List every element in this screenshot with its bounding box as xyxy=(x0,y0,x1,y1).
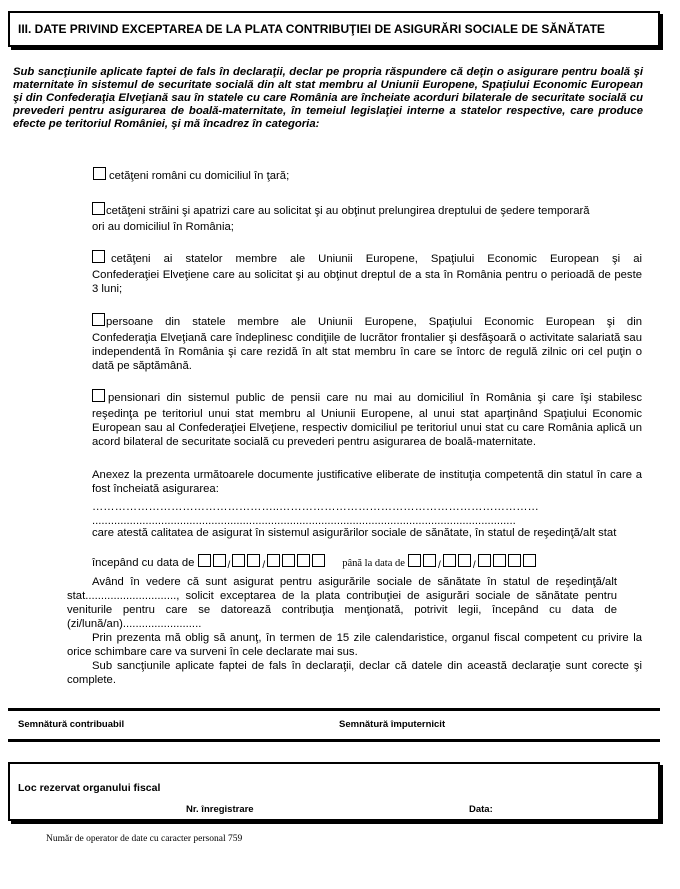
date-from-field[interactable] xyxy=(198,557,331,569)
category-1-text: cetăţeni români cu domiciliul în ţară; xyxy=(109,170,290,182)
date-to-field[interactable] xyxy=(408,557,538,569)
date-from-day-1[interactable] xyxy=(198,554,211,567)
section-title: III. DATE PRIVIND EXCEPTAREA DE LA PLATA CONTRIBUŢIEI DE ASIGURĂRI SOCIALE DE SĂNĂTATE xyxy=(18,22,605,36)
annex-certifies: care atestă calitatea de asigurat în sistemul asigurărilor sociale de sănătate, în statul de reşedinţă/alt stat xyxy=(92,527,617,539)
category-5 xyxy=(92,389,642,405)
date-from-month-1[interactable] xyxy=(232,554,245,567)
date-from-label: începând cu data de xyxy=(92,557,195,569)
date-from-year-4[interactable] xyxy=(312,554,325,567)
date-separator: / xyxy=(262,560,266,571)
category-4 xyxy=(92,313,642,329)
date-to-year-3[interactable] xyxy=(508,554,521,567)
signature-row xyxy=(8,708,660,742)
operator-number: Număr de operator de date cu caracter personal 759 xyxy=(46,834,243,844)
annex-text: Anexez la prezenta următoarele documente justificative eliberate de instituţia competentă din statul în care a fost încheiată asigurarea: xyxy=(92,469,642,495)
category-4-rest: Confederaţia Elveţiană care îndeplinesc condiţiile de lucrător frontalier şi desfăşoară o activitate salariată sau independentă în România şi care rezidă în alt stat membru în care se întorc de regulă zilnic ori cel puţin o dată pe săptămână. xyxy=(92,332,642,372)
date-separator: / xyxy=(438,560,441,571)
category-3-rest: Confederaţiei Elveţiene care au solicitat şi au obţinut dreptul de a sta în România pentru o perioadă de peste 3 luni; xyxy=(92,269,642,295)
date-to-year-4[interactable] xyxy=(523,554,536,567)
signature-imputernicit[interactable]: Semnătură împuternicit xyxy=(339,719,446,730)
date-from-year-3[interactable] xyxy=(297,554,310,567)
obligation-paragraph: Prin prezenta mă oblig să anunţ, în termen de 15 zile calendaristice, organul fiscal competent cu privire la orice schimbare care va surveni în cele declarate mai sus. xyxy=(67,632,642,658)
date-to-year-2[interactable] xyxy=(493,554,506,567)
annex-dots-line-1[interactable]: …………………………………………..…………………………………………………………… xyxy=(92,501,539,513)
date-from-day-2[interactable] xyxy=(213,554,226,567)
date-separator: / xyxy=(472,560,476,571)
declaration-intro: Sub sancţiunile aplicate faptei de fals în declaraţii, declar pe propria răspundere că deţin o asigurare pentru boală şi maternitate în sistemul de securitate socială din alt stat membru al Uniunii Europene, Spaţiului Economic European şi din Confederaţia Elveţiană sau în statele cu care România are încheiate acorduri bilaterale de securitate socială cu prevederi pentru asigurarea de boală-maternitate, în temeiul legislaţiei interne a statelor respective, care produce efecte pe teritoriul României, şi mă încadrez în categoria: xyxy=(13,66,643,130)
checkbox-category-4[interactable] xyxy=(92,313,105,326)
category-4-line1: persoane din statele membre ale Uniunii Europene, Spaţiului Economic European şi din xyxy=(106,316,642,328)
category-2-line1: cetăţeni străini şi apatrizi care au solicitat şi au obţinut prelungirea dreptului de şedere temporară xyxy=(106,205,590,217)
checkbox-category-3[interactable] xyxy=(92,250,105,263)
fiscal-date-label: Data: xyxy=(469,804,493,815)
signature-contribuabil[interactable]: Semnătură contribuabil xyxy=(18,719,125,730)
category-3-line1: cetăţeni ai statelor membre ale Uniunii Europene, Spaţiului Economic European şi ai xyxy=(111,253,642,265)
checkbox-category-2[interactable] xyxy=(92,202,105,215)
fiscal-reserved-box xyxy=(8,762,660,821)
date-to-month-1[interactable] xyxy=(443,554,456,567)
checkbox-category-5[interactable] xyxy=(92,389,105,402)
fiscal-title: Loc rezervat organului fiscal xyxy=(18,782,161,794)
date-to-day-1[interactable] xyxy=(408,554,421,567)
section-header-box xyxy=(8,11,660,47)
date-to-month-2[interactable] xyxy=(458,554,471,567)
checkbox-category-1[interactable] xyxy=(93,167,106,180)
category-5-rest: reşedinţa pe teritoriul unui stat membru al Uniunii Europene, al unui stat aparţinând Spaţiului Economic European sau al Confederaţiei Elveţiene, respectiv domiciliul pe teritoriul unui stat cu care România aplică un acord bilateral de securitate socială cu prevederi pentru asigurarea de boală-maternitate. xyxy=(92,408,642,448)
annex-dots-line-2[interactable]: ....................................................................................................................................... xyxy=(92,515,516,527)
exemption-request-text: Având în vedere că sunt asigurat pentru asigurările sociale de sănătate în statul de reşedinţă/alt stat............................., solicit exceptarea de la plata contribuţiei de asigurări sociale de sănătate pentru veniturile pentru care se datorează contribuţia menţionată, potrivit legii, începând cu data de (zi/lună/an)......................... xyxy=(67,576,617,630)
date-separator: / xyxy=(227,560,231,571)
category-2 xyxy=(92,202,642,218)
date-to-label: până la data de xyxy=(342,558,405,569)
category-1 xyxy=(93,167,643,183)
final-declaration: Sub sancţiunile aplicate faptei de fals în declaraţii, declar că datele din această declaraţie sunt corecte şi complete. xyxy=(67,660,642,686)
category-5-line1: pensionari din sistemul public de pensii care nu mai au domiciliul în România şi care îşi stabilesc xyxy=(108,392,642,404)
date-to-day-2[interactable] xyxy=(423,554,436,567)
annex-paragraph xyxy=(92,468,642,496)
registration-number-label: Nr. înregistrare xyxy=(186,804,254,815)
date-from-month-2[interactable] xyxy=(247,554,260,567)
date-range-row xyxy=(92,554,652,573)
category-2-rest: ori au domiciliul în România; xyxy=(92,221,234,233)
category-3 xyxy=(92,250,642,266)
exemption-request xyxy=(67,575,617,631)
date-from-year-2[interactable] xyxy=(282,554,295,567)
date-to-year-1[interactable] xyxy=(478,554,491,567)
date-from-year-1[interactable] xyxy=(267,554,280,567)
